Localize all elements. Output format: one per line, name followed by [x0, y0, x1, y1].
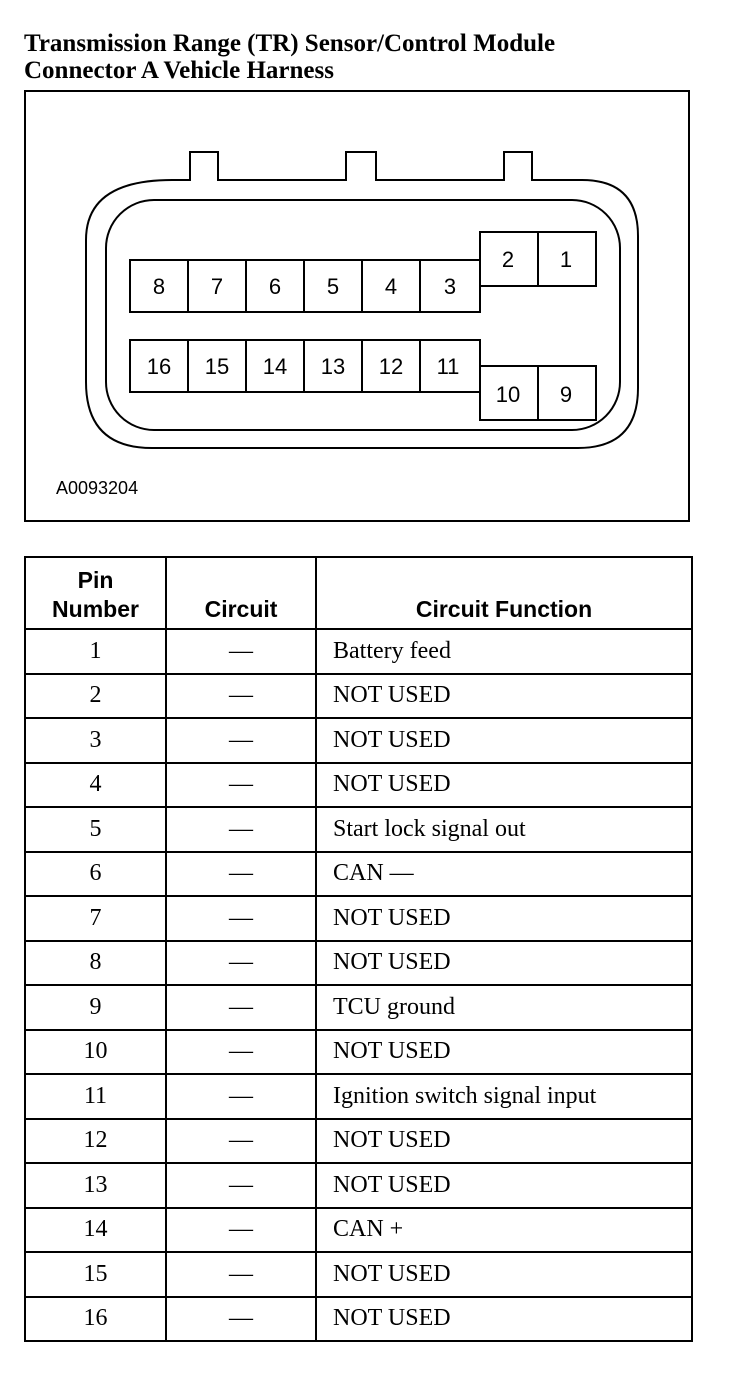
pin-label-8: 8: [152, 274, 166, 299]
pin-label-4: 4: [384, 274, 398, 299]
table-row: [25, 807, 692, 852]
title-line-1: Transmission Range (TR) Sensor/Control Module: [24, 30, 556, 57]
page-title: [24, 30, 704, 84]
table-row: [25, 1208, 692, 1253]
circuit-cell: —: [166, 674, 316, 719]
circuit-cell: —: [166, 1030, 316, 1075]
pin-label-2: 2: [501, 247, 515, 272]
pin-label-16: 16: [146, 354, 172, 379]
table-header-row: [25, 557, 692, 629]
header-circuit: Circuit: [166, 557, 316, 629]
pin-label-10: 10: [495, 382, 521, 407]
pin-number-cell: 5: [25, 807, 166, 852]
pin-label-11: 11: [436, 354, 460, 379]
circuit-cell: —: [166, 985, 316, 1030]
circuit-cell: —: [166, 1163, 316, 1208]
header-pin-line1: Pin: [77, 567, 114, 593]
circuit-function-cell: Start lock signal out: [316, 807, 692, 852]
pin-number-cell: 14: [25, 1208, 166, 1253]
pin-number-cell: 4: [25, 763, 166, 808]
circuit-function-cell: NOT USED: [316, 1163, 692, 1208]
pin-table: [24, 556, 693, 1342]
circuit-function-cell: NOT USED: [316, 763, 692, 808]
pin-number-cell: 10: [25, 1030, 166, 1075]
circuit-function-cell: NOT USED: [316, 674, 692, 719]
table-row: [25, 718, 692, 763]
table-row: [25, 1030, 692, 1075]
pin-label-15: 15: [204, 354, 230, 379]
pin-label-1: 1: [559, 247, 573, 272]
circuit-function-cell: NOT USED: [316, 718, 692, 763]
circuit-cell: —: [166, 941, 316, 986]
pin-number-cell: 8: [25, 941, 166, 986]
circuit-function-cell: NOT USED: [316, 1252, 692, 1297]
figure-id: A0093204: [56, 478, 139, 498]
table-row: [25, 1297, 692, 1342]
pin-label-13: 13: [320, 354, 346, 379]
circuit-cell: —: [166, 763, 316, 808]
pin-number-cell: 6: [25, 852, 166, 897]
connector-diagram: [24, 90, 690, 522]
circuit-function-cell: TCU ground: [316, 985, 692, 1030]
circuit-cell: —: [166, 718, 316, 763]
circuit-function-cell: Ignition switch signal input: [316, 1074, 692, 1119]
pin-number-cell: 9: [25, 985, 166, 1030]
pin-number-cell: 3: [25, 718, 166, 763]
circuit-function-cell: NOT USED: [316, 1030, 692, 1075]
circuit-cell: —: [166, 629, 316, 674]
circuit-cell: —: [166, 807, 316, 852]
table-row: [25, 1119, 692, 1164]
pin-label-3: 3: [443, 274, 457, 299]
table-row: [25, 674, 692, 719]
circuit-cell: —: [166, 1297, 316, 1342]
circuit-cell: —: [166, 1208, 316, 1253]
title-line-2: Connector A Vehicle Harness: [24, 57, 334, 84]
pin-number-cell: 1: [25, 629, 166, 674]
table-row: [25, 1074, 692, 1119]
table-row: [25, 852, 692, 897]
connector-drawing: [26, 92, 692, 524]
circuit-function-cell: NOT USED: [316, 896, 692, 941]
pin-number-cell: 13: [25, 1163, 166, 1208]
table-row: [25, 896, 692, 941]
circuit-function-cell: NOT USED: [316, 1297, 692, 1342]
header-pin-line2: Number: [52, 596, 139, 622]
table-row: [25, 1252, 692, 1297]
pin-label-6: 6: [268, 274, 282, 299]
pin-number-cell: 2: [25, 674, 166, 719]
table-row: [25, 763, 692, 808]
circuit-cell: —: [166, 1252, 316, 1297]
circuit-cell: —: [166, 1074, 316, 1119]
circuit-function-cell: NOT USED: [316, 941, 692, 986]
header-pin-number: [25, 557, 166, 629]
circuit-cell: —: [166, 852, 316, 897]
table-row: [25, 1163, 692, 1208]
pin-label-7: 7: [210, 274, 224, 299]
circuit-function-cell: Battery feed: [316, 629, 692, 674]
circuit-function-cell: CAN —: [316, 852, 692, 897]
circuit-function-cell: NOT USED: [316, 1119, 692, 1164]
header-circuit-function: Circuit Function: [316, 557, 692, 629]
circuit-cell: —: [166, 896, 316, 941]
pin-number-cell: 15: [25, 1252, 166, 1297]
circuit-cell: —: [166, 1119, 316, 1164]
table-row: [25, 941, 692, 986]
table-row: [25, 985, 692, 1030]
pin-number-cell: 12: [25, 1119, 166, 1164]
table-row: [25, 629, 692, 674]
pin-number-cell: 7: [25, 896, 166, 941]
pin-label-14: 14: [262, 354, 288, 379]
pin-label-9: 9: [559, 382, 573, 407]
pin-number-cell: 11: [25, 1074, 166, 1119]
pin-label-12: 12: [378, 354, 404, 379]
pin-number-cell: 16: [25, 1297, 166, 1342]
pin-label-5: 5: [326, 274, 340, 299]
circuit-function-cell: CAN +: [316, 1208, 692, 1253]
